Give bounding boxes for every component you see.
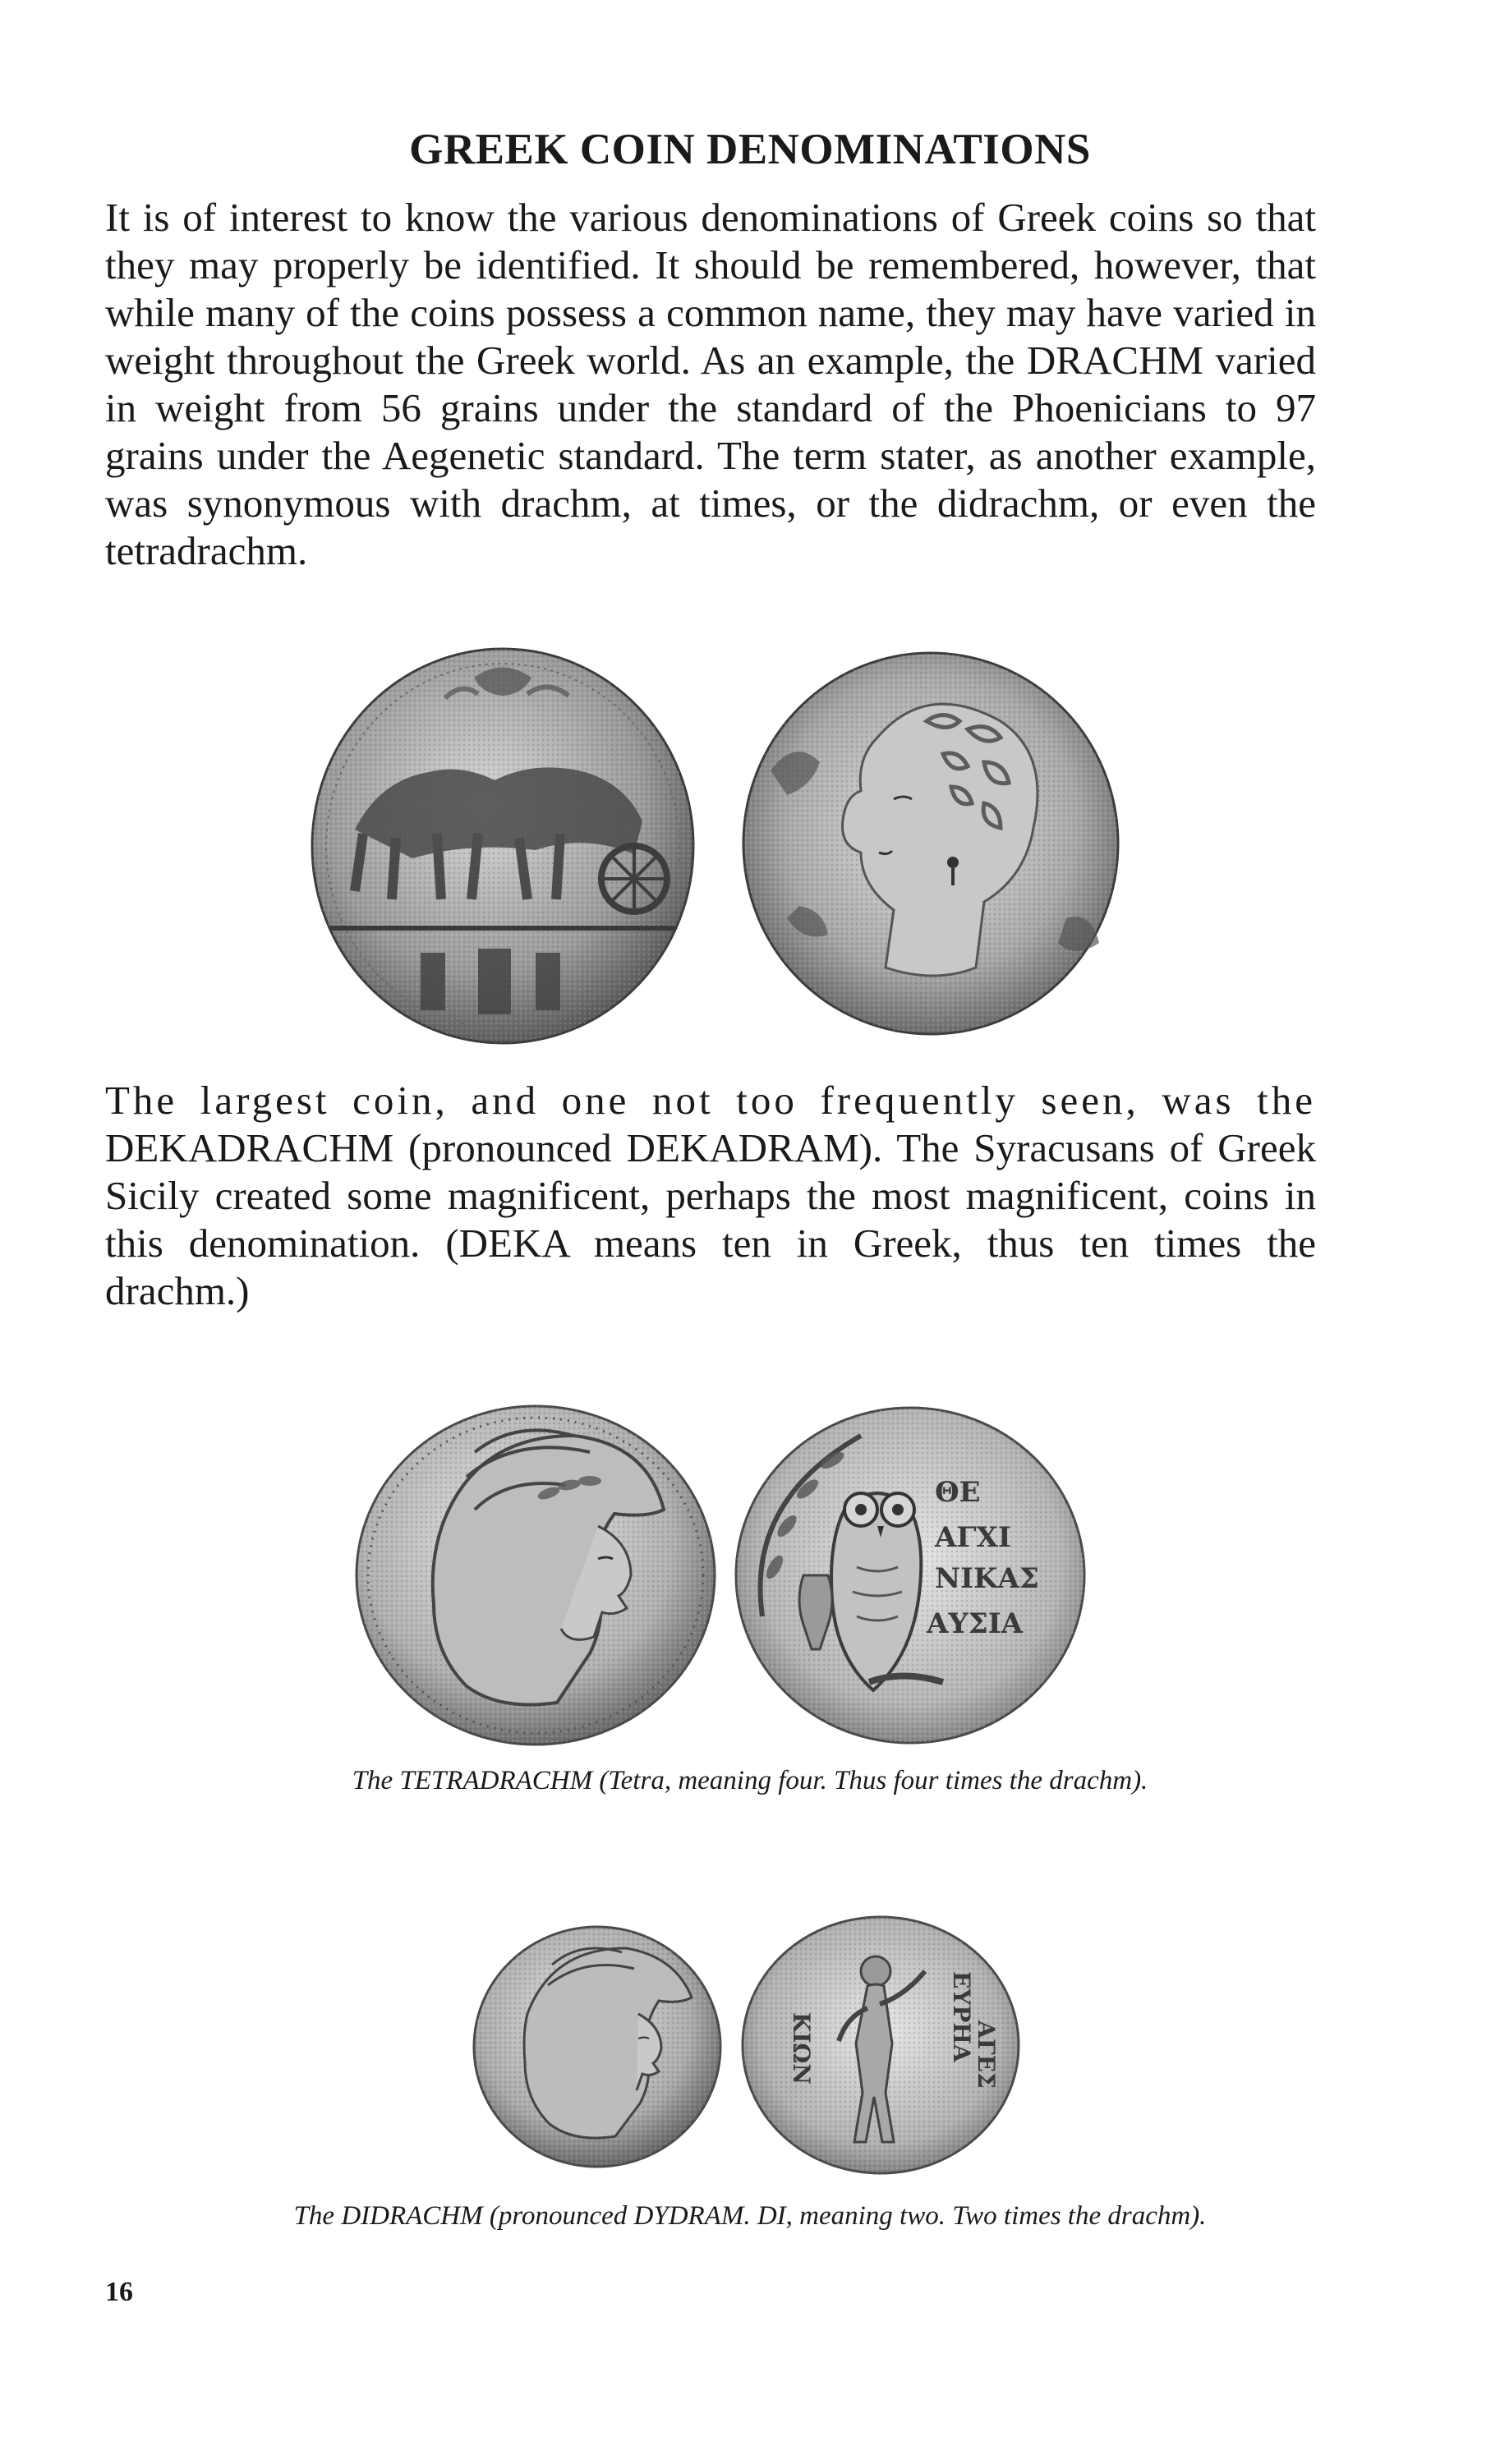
dekadrachm-coins bbox=[0, 641, 1500, 1068]
coin-chariot-image bbox=[306, 641, 700, 1051]
svg-text:ΑΥΣΙΑ: ΑΥΣΙΑ bbox=[927, 1607, 1023, 1640]
dekadrachm-paragraph-first-line: The largest coin, and one not too frequently seen, was the bbox=[105, 1078, 1316, 1123]
svg-text:ΑΓΕΣ: ΑΓΕΣ bbox=[973, 2020, 1000, 2089]
svg-text:ΚΙΩΝ: ΚΙΩΝ bbox=[788, 2012, 815, 2085]
svg-text:ΕΥΡΗΑ: ΕΥΡΗΑ bbox=[948, 1971, 975, 2062]
dekadrachm-paragraph-rest: DEKADRACHM (pronounced DEKADRAM). The Syracusans of Greek Sicily created some magnificent, perhaps the most magnificent, coins in this denomination. (DEKA means ten in Greek, thus ten times the drachm.) bbox=[105, 1125, 1316, 1313]
coin-standing-figure-image bbox=[736, 1914, 1025, 2177]
dekadrachm-paragraph bbox=[105, 1077, 1316, 1315]
svg-text:ΘΕ: ΘΕ bbox=[935, 1476, 981, 1509]
tetradrachm-coins bbox=[0, 1403, 1500, 1748]
coin-athena-helmet-image bbox=[352, 1403, 720, 1748]
svg-text:ΝΙΚΑΣ: ΝΙΚΑΣ bbox=[935, 1562, 1039, 1595]
intro-paragraph: It is of interest to know the various denominations of Greek coins so that they may properly be identified. It should be remembered, however, that while many of the coins possess a common name, they may have varied in weight throughout the Greek world. As an example, the DRACHM varied in weight from 56 grains under the standard of the Phoenicians to 97 grains under the Aegenetic standard. The term stater, as another example, was synonymous with drachm, at times, or the didrachm, or even the tetradrachm. bbox=[105, 195, 1316, 573]
svg-text:ΑΓΧΙ: ΑΓΧΙ bbox=[935, 1521, 1011, 1554]
coin-owl-image bbox=[729, 1403, 1091, 1748]
didrachm-caption: The DIDRACHM (pronounced DYDRAM. DI, meaning two. Two times the drachm). bbox=[293, 2201, 1207, 2231]
page-number: 16 bbox=[105, 2277, 133, 2307]
didrachm-coins bbox=[0, 1914, 1500, 2177]
coin-arethusa-head-image bbox=[738, 647, 1124, 1040]
page-title: GREEK COIN DENOMINATIONS bbox=[409, 126, 1091, 173]
coin-athena-helmet-small-image bbox=[470, 1924, 725, 2170]
tetradrachm-caption: The TETRADRACHM (Tetra, meaning four. Thus four times the drachm). bbox=[352, 1766, 1148, 1795]
